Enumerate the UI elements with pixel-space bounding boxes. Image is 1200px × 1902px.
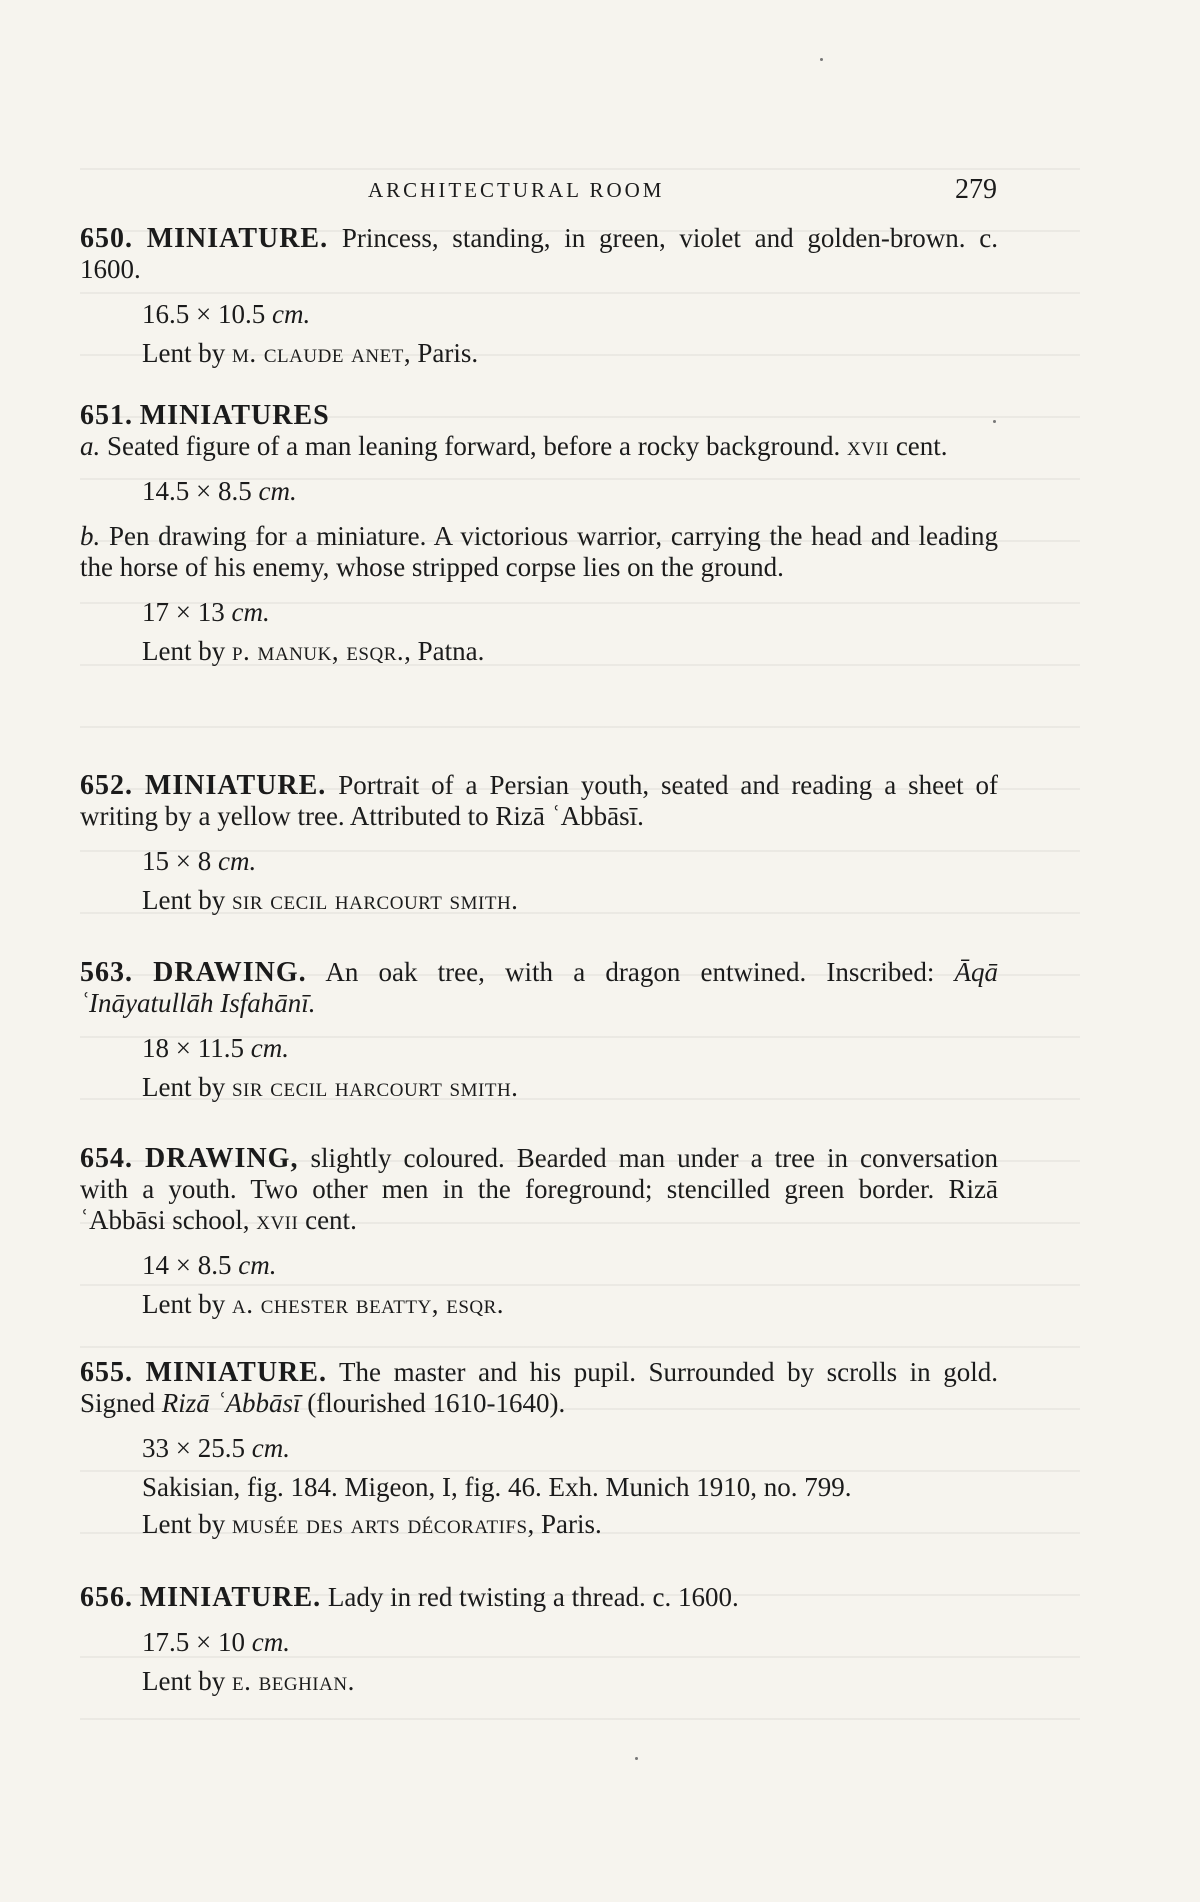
entry-lender bbox=[80, 636, 998, 667]
lender-suffix: , Paris. bbox=[403, 338, 479, 368]
entry-measurement bbox=[80, 1033, 998, 1064]
measurement-unit: cm. bbox=[238, 1250, 277, 1280]
measurement-unit: cm. bbox=[258, 476, 297, 506]
sub-entry-date: xvii bbox=[846, 431, 890, 461]
entry-heading bbox=[80, 400, 998, 431]
catalogue-entry-650 bbox=[80, 223, 998, 369]
lender-name: p. manuk, esqr. bbox=[231, 636, 405, 666]
lender-name: musée des arts décoratifs bbox=[231, 1509, 528, 1539]
entry-measurement bbox=[80, 1433, 998, 1464]
lender-prefix: Lent by bbox=[142, 885, 232, 915]
entry-description bbox=[80, 1582, 998, 1613]
lender-prefix: Lent by bbox=[142, 1666, 232, 1696]
entry-date-suffix: cent. bbox=[298, 1205, 357, 1235]
entry-description bbox=[80, 770, 998, 832]
measurement-value: 14 × 8.5 bbox=[142, 1250, 232, 1280]
lender-name: m. claude anet bbox=[231, 338, 404, 368]
entry-inscription: Āqā ʿInāyatullāh Isfahānī. bbox=[80, 957, 999, 1018]
paper-speck bbox=[820, 58, 823, 61]
entry-description bbox=[80, 1357, 998, 1419]
entry-measurement bbox=[80, 476, 998, 507]
entry-text: Princess, standing, in green, violet and golden-brown. c. 1600. bbox=[80, 223, 999, 284]
catalogue-entry-654 bbox=[80, 1143, 998, 1320]
measurement-unit: cm. bbox=[231, 597, 270, 627]
entry-text-suffix: (flourished 1610-1640). bbox=[300, 1388, 566, 1418]
entry-lender bbox=[80, 1666, 998, 1697]
entry-lender bbox=[80, 1289, 998, 1320]
measurement-value: 16.5 × 10.5 bbox=[142, 299, 266, 329]
sub-entry-a bbox=[80, 431, 998, 462]
lender-name: sir cecil harcourt smith. bbox=[231, 1072, 519, 1102]
entry-number: 650. bbox=[80, 223, 133, 254]
entry-measurement bbox=[80, 1627, 998, 1658]
entry-measurement bbox=[80, 299, 998, 330]
entry-text: slightly coloured. Bearded man under a tree in conversation with a youth. Two other men in the foreground; stencilled green border. Rizā ʿAbbāsi school, bbox=[80, 1143, 998, 1235]
measurement-value: 33 × 25.5 bbox=[142, 1433, 245, 1463]
lender-prefix: Lent by bbox=[142, 338, 232, 368]
sub-entry-b bbox=[80, 521, 998, 583]
entry-type: DRAWING. bbox=[153, 957, 307, 988]
lender-prefix: Lent by bbox=[142, 1509, 232, 1539]
entry-number: 563. bbox=[80, 957, 133, 988]
sub-entry-date-suffix: cent. bbox=[889, 431, 948, 461]
paper-speck bbox=[993, 420, 996, 423]
page-header bbox=[0, 174, 1200, 214]
page-number: 279 bbox=[955, 174, 997, 205]
entry-lender bbox=[80, 885, 998, 916]
entry-lender bbox=[80, 338, 998, 369]
entry-description bbox=[80, 1143, 998, 1236]
measurement-value: 18 × 11.5 bbox=[142, 1033, 244, 1063]
entry-text: The master and his pupil. Surrounded by scrolls in gold. Signed bbox=[80, 1357, 998, 1418]
catalogue-entry-656 bbox=[80, 1582, 998, 1697]
catalogue-entry-651 bbox=[80, 400, 998, 667]
lender-prefix: Lent by bbox=[142, 1072, 232, 1102]
entry-text: Portrait of a Persian youth, seated and reading a sheet of writing by a yellow tree. Attributed to Rizā ʿAbbāsī. bbox=[80, 770, 998, 831]
entry-text: An oak tree, with a dragon entwined. Inscribed: bbox=[306, 957, 955, 987]
entry-number: 654. bbox=[80, 1143, 133, 1174]
entry-measurement bbox=[80, 597, 998, 628]
lender-suffix: , Patna. bbox=[404, 636, 485, 666]
measurement-value: 14.5 × 8.5 bbox=[142, 476, 252, 506]
catalogue-entry-563 bbox=[80, 957, 998, 1103]
entry-description bbox=[80, 957, 998, 1019]
entry-type: MINIATURE. bbox=[144, 770, 327, 801]
entry-lender bbox=[80, 1072, 998, 1103]
measurement-unit: cm. bbox=[251, 1433, 290, 1463]
entry-number: 651. bbox=[80, 400, 133, 431]
measurement-value: 17.5 × 10 bbox=[142, 1627, 245, 1657]
measurement-unit: cm. bbox=[271, 299, 311, 329]
measurement-value: 17 × 13 bbox=[142, 597, 225, 627]
lender-name: sir cecil harcourt smith. bbox=[231, 885, 519, 915]
entry-references: Sakisian, fig. 184. Migeon, I, fig. 46. Exh. Munich 1910, no. 799. bbox=[142, 1472, 852, 1502]
entry-type: MINIATURE. bbox=[146, 223, 329, 254]
paper-speck bbox=[635, 1757, 638, 1760]
sub-entry-letter: a. bbox=[80, 431, 101, 461]
entry-number: 656. bbox=[80, 1582, 133, 1613]
sub-entry-text: Seated figure of a man leaning forward, before a rocky background. bbox=[100, 431, 841, 461]
entry-type: MINIATURES bbox=[139, 400, 330, 431]
entry-measurement bbox=[80, 1250, 998, 1281]
entry-text: Lady in red twisting a thread. c. 1600. bbox=[321, 1582, 739, 1612]
entry-lender bbox=[80, 1509, 998, 1540]
running-head: ARCHITECTURAL ROOM bbox=[368, 178, 665, 202]
measurement-unit: cm. bbox=[251, 1627, 290, 1657]
lender-name: e. beghian. bbox=[231, 1666, 355, 1696]
entry-number: 652. bbox=[80, 770, 133, 801]
entry-measurement bbox=[80, 846, 998, 877]
lender-suffix: , Paris. bbox=[527, 1509, 602, 1539]
catalogue-entry-652 bbox=[80, 770, 998, 916]
measurement-value: 15 × 8 bbox=[142, 846, 212, 876]
lender-prefix: Lent by bbox=[142, 636, 232, 666]
entry-type: MINIATURE. bbox=[145, 1357, 327, 1388]
measurement-unit: cm. bbox=[250, 1033, 289, 1063]
entry-signature: Rizā ʿAbbāsī bbox=[161, 1388, 301, 1418]
entry-number: 655. bbox=[80, 1357, 133, 1388]
entry-type: MINIATURE. bbox=[139, 1582, 322, 1613]
measurement-unit: cm. bbox=[217, 846, 257, 876]
sub-entry-text: Pen drawing for a miniature. A victorious warrior, carrying the head and leading the horse of his enemy, whose stripped corpse lies on the ground. bbox=[80, 521, 998, 582]
entry-type: DRAWING, bbox=[145, 1143, 299, 1174]
sub-entry-letter: b. bbox=[80, 521, 101, 551]
lender-prefix: Lent by bbox=[142, 1289, 232, 1319]
lender-name: a. chester beatty, esqr. bbox=[231, 1289, 505, 1319]
catalogue-entry-655 bbox=[80, 1357, 998, 1540]
entry-description bbox=[80, 223, 998, 285]
entry-date: xvii bbox=[256, 1205, 299, 1235]
